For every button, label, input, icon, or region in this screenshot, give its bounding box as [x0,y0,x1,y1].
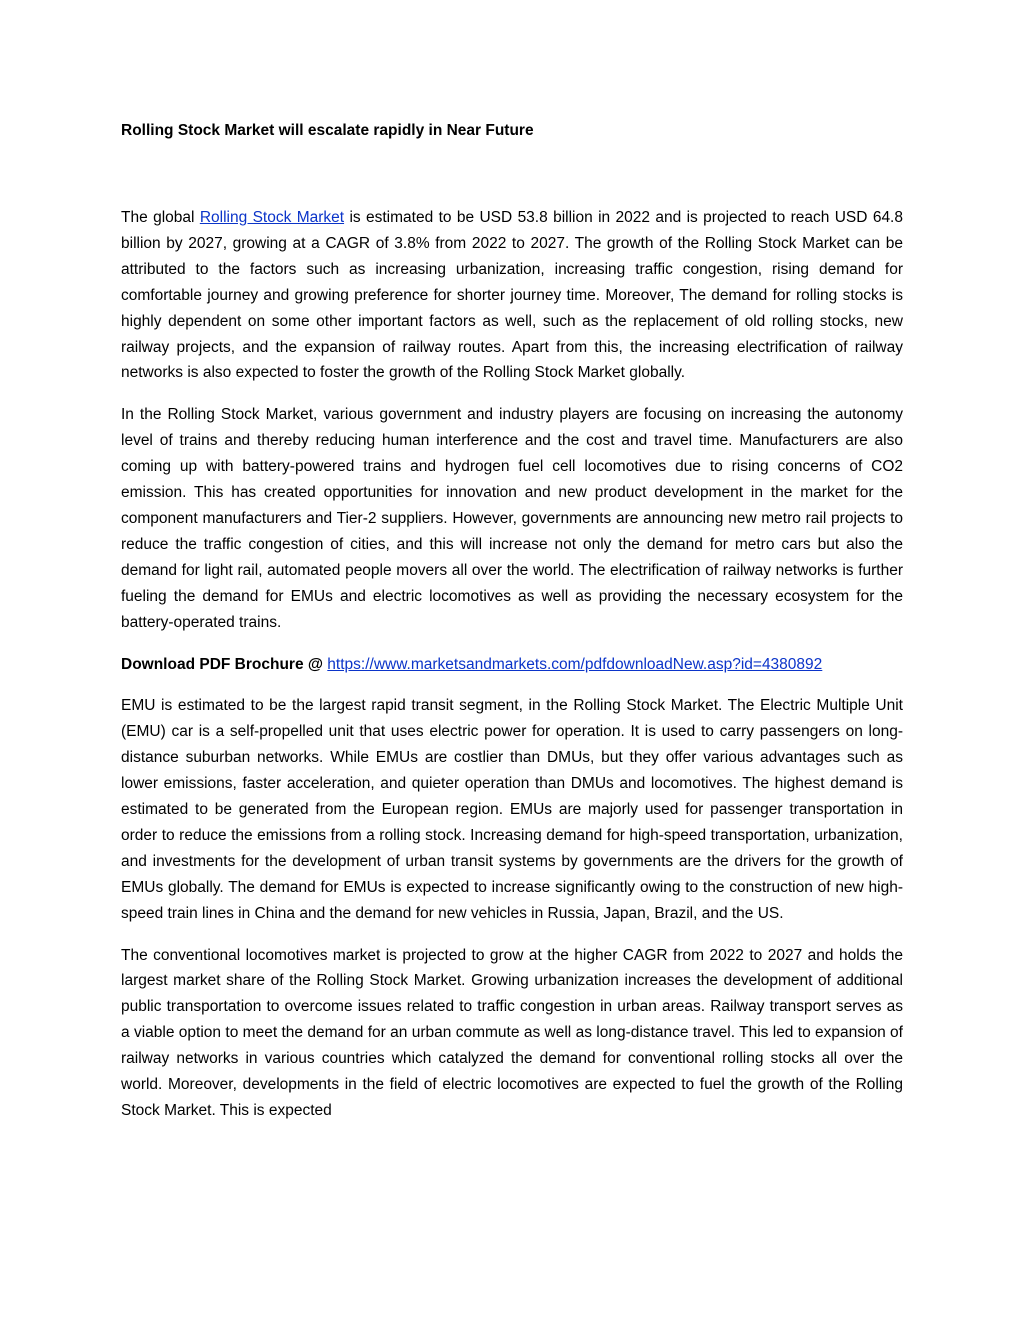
intro-text-before: The global [121,209,200,226]
download-brochure-label: Download PDF Brochure @ [121,655,328,673]
document-title: Rolling Stock Market will escalate rapidly in Near Future [121,122,534,139]
paragraph-emu-segment: EMU is estimated to be the largest rapid transit segment, in the Rolling Stock Market. The Electric Multiple Unit (EMU) car is a self-propelled unit that uses electric power for operation. It is used to carry passengers on long-distance suburban networks. While EMUs are costlier than DMUs, but they offer various advantages such as lower emissions, faster acceleration, and quieter operation than DMUs and locomotives. The highest demand is estimated to be generated from the European region. EMUs are majorly used for passenger transportation in order to reduce the emissions from a rolling stock. Increasing demand for high-speed transportation, urbanization, and investments for the development of urban transit systems by governments are the drivers for the growth of EMUs globally. The demand for EMUs is expected to increase significantly owing to the construction of new high-speed train lines in China and the demand for new vehicles in Russia, Japan, Brazil, and the US. [121,697,903,922]
rolling-stock-market-link[interactable]: Rolling Stock Market [199,209,345,226]
paragraph-conventional-locomotives: The conventional locomotives market is projected to grow at the higher CAGR from 2022 to 2027 and holds the largest market share of the Rolling Stock Market. Growing urbanization increases the development of additional public transportation to overcome issues related to traffic congestion in urban areas. Railway transport serves as a viable option to meet the demand for an urban commute as well as long-distance travel. This led to expansion of railway networks in various countries which catalyzed the demand for conventional rolling stocks all over the world. Moreover, developments in the field of electric locomotives are expected to fuel the growth of the Rolling Stock Market. This is expected [121,946,903,1119]
paragraph-government-players: In the Rolling Stock Market, various government and industry players are focusing on increasing the autonomy level of trains and thereby reducing human interference and the cost and travel time. Manufacturers are also coming up with battery-powered trains and hydrogen fuel cell locomotives due to rising concerns of CO2 emission. This has created opportunities for innovation and new product development in the market for the component manufacturers and Tier-2 suppliers. However, governments are announcing new metro rail projects to reduce the traffic congestion of cities, and this will increase not only the demand for metro cars but also the demand for light rail, automated people movers all over the world. The electrification of railway networks is further fueling the demand for EMUs and electric locomotives as well as providing the necessary ecosystem for the battery-operated trains. [121,406,903,631]
document-page [121,120,903,1140]
intro-text-after: is estimated to be USD 53.8 billion in 2022 and is projected to reach USD 64.8 billion by 2027, growing at a CAGR of 3.8% from 2022 to 2027. The growth of the Rolling Stock Market can be attributed to the factors such as increasing urbanization, increasing traffic congestion, rising demand for comfortable journey and growing preference for shorter journey time. Moreover, The demand for rolling stocks is highly dependent on some other important factors as well, such as the replacement of old rolling stocks, new railway projects, and the expansion of railway routes. Apart from this, the increasing electrification of railway networks is also expected to foster the growth of the Rolling Stock Market globally. [121,209,903,382]
download-brochure-link[interactable]: https://www.marketsandmarkets.com/pdfdownloadNew.asp?id=4380892 [327,655,823,673]
download-brochure-line [121,652,903,678]
paragraph-intro [121,205,903,386]
